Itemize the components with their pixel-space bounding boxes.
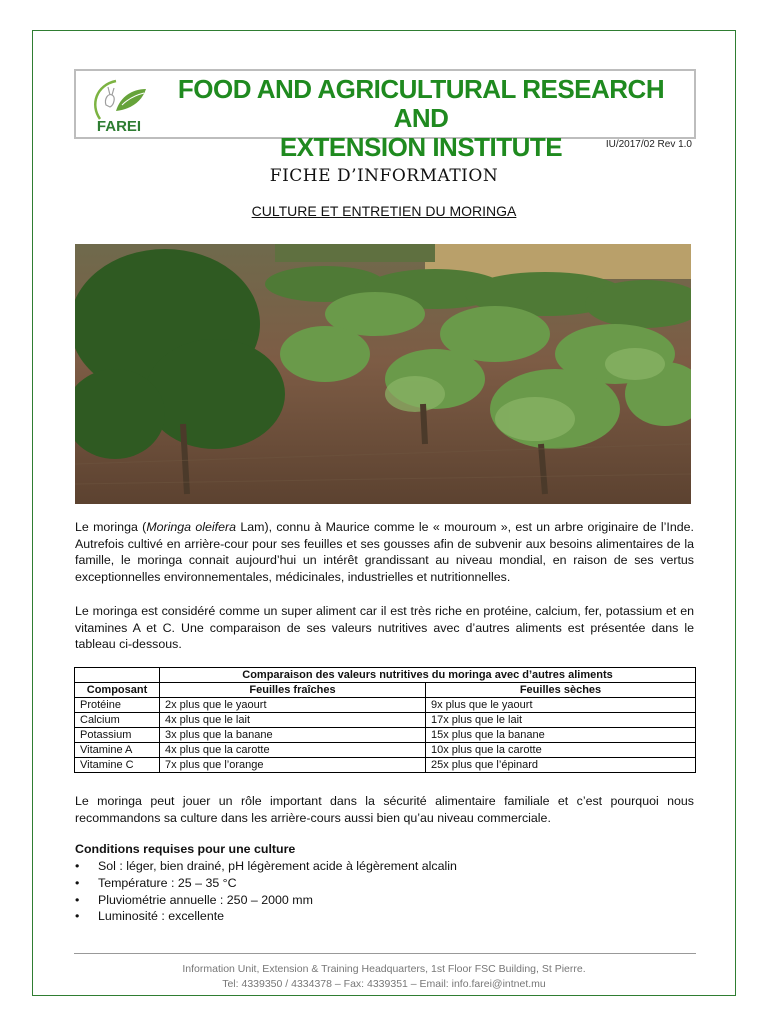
row-cell: 4x plus que la carotte (160, 743, 426, 758)
header-dry: Feuilles sèches (426, 683, 696, 698)
header-fresh: Feuilles fraîches (160, 683, 426, 698)
institute-name-line2: EXTENSION INSTITUTE (279, 132, 563, 162)
bullet-icon: • (75, 875, 80, 890)
row-cell: 4x plus que le lait (160, 713, 426, 728)
institute-name-line1: FOOD AND AGRICULTURAL RESEARCH AND (177, 74, 665, 133)
species-name: Moringa oleifera (146, 520, 237, 534)
bullet-icon: • (75, 859, 80, 873)
table-caption: Comparaison des valeurs nutritives du moringa avec d’autres aliments (160, 668, 696, 683)
list-item: • Sol : léger, bien drainé, pH légèrement acide à légèrement alcalin (75, 859, 457, 873)
row-cell: Vitamine C (75, 758, 160, 773)
document-title: FICHE D’INFORMATION (269, 166, 499, 186)
superfood-paragraph: Le moringa est considéré comme un super aliment car il est très riche en protéine, calcium, fer, potassium et en vitamines A et C. Une comparaison de ses valeurs nutritives avec d’autres aliments est présentée dans le tableau ci-dessous. (75, 604, 694, 652)
footer-contact: Tel: 4339350 / 4334378 – Fax: 4339351 – Email: info.farei@intnet.mu (222, 978, 546, 990)
conditions-title: Conditions requises pour une culture (75, 842, 296, 856)
document-reference: IU/2017/02 Rev 1.0 (605, 139, 692, 150)
table-row (75, 728, 696, 743)
header-composant: Composant (75, 683, 160, 698)
row-cell: 17x plus que le lait (426, 713, 696, 728)
list-item: • Pluviométrie annuelle : 250 – 2000 mm (75, 892, 313, 907)
table-row (75, 743, 696, 758)
table-row (75, 713, 696, 728)
bullet-icon: • (75, 892, 80, 907)
row-cell: Vitamine A (75, 743, 160, 758)
nutrition-table (74, 667, 696, 773)
row-cell: Calcium (75, 713, 160, 728)
footer-address: Information Unit, Extension & Training Headquarters, 1st Floor FSC Building, St Pierre. (182, 963, 586, 975)
table-row (75, 698, 696, 713)
bullet-icon: • (75, 909, 80, 924)
logo-text: FAREI (96, 118, 142, 135)
row-cell: 2x plus que le yaourt (160, 698, 426, 713)
list-item: • Température : 25 – 35 °C (75, 875, 237, 890)
row-cell: 25x plus que l’épinard (426, 758, 696, 773)
document-subtitle: CULTURE ET ENTRETIEN DU MORINGA (251, 203, 517, 219)
farei-logo (86, 75, 152, 135)
table-corner (75, 668, 160, 683)
list-item: • Luminosité : excellente (75, 909, 225, 924)
row-cell: Protéine (75, 698, 160, 713)
row-cell: 7x plus que l’orange (160, 758, 426, 773)
table-row (75, 758, 696, 773)
footer-divider (74, 953, 696, 954)
row-cell: 3x plus que la banane (160, 728, 426, 743)
food-security-paragraph: Le moringa peut jouer un rôle important dans la sécurité alimentaire familiale et c’est pourquoi nous recommandons sa culture dans les arrière-cours aussi bien qu’au niveau commerciale. (75, 794, 694, 825)
conditions-list (75, 858, 457, 925)
row-cell: 15x plus que la banane (426, 728, 696, 743)
moringa-field-photo (75, 244, 691, 504)
row-cell: 9x plus que le yaourt (426, 698, 696, 713)
row-cell: 10x plus que la carotte (426, 743, 696, 758)
intro-paragraph: Le moringa (Moringa oleifera Lam), connu à Maurice comme le « mouroum », est un arbre originaire de l’Inde. Autrefois cultivé en arrière-cour pour ses feuilles et ses gousses afin de subvenir aux besoins alimentaires de la famille, le moringa connait aujourd’hui un intérêt grandissant au niveau mondial, en raison de ses vertus exceptionnelles environnementales, médicinales, industrielles et nutritionnelles. (75, 520, 694, 584)
footer (0, 962, 768, 992)
row-cell: Potassium (75, 728, 160, 743)
